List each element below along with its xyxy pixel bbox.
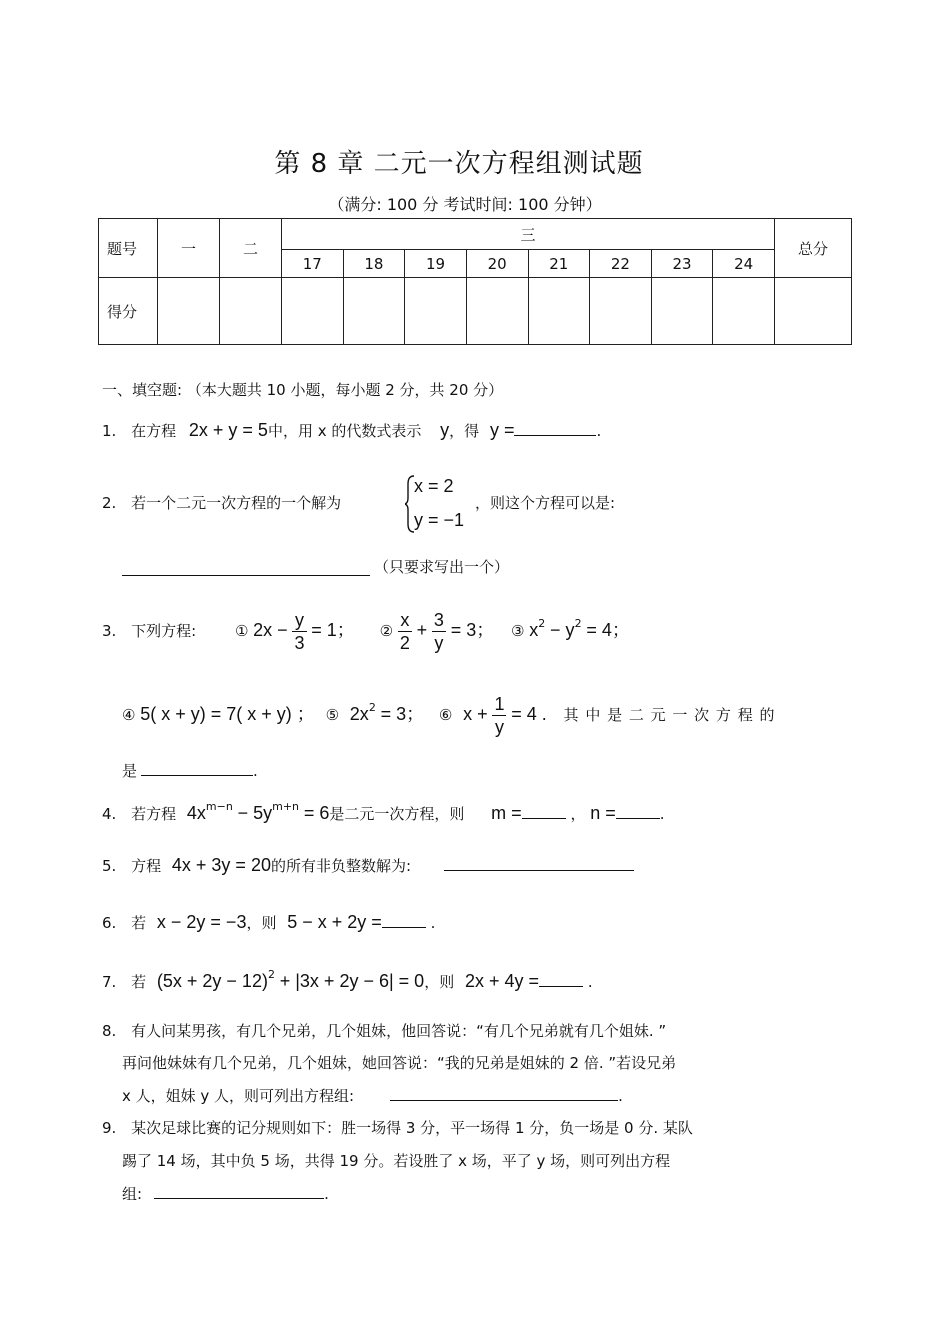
q-number: 6. [102,914,117,932]
row-label-number: 题号 [99,219,158,278]
denominator: 3 [294,633,305,653]
q-text: 是二元一次方程，则 [329,805,465,823]
col-q18: 18 [343,250,405,278]
equation: = 3； [380,704,425,724]
equation: = 1； [311,620,355,640]
question-6 [102,912,435,933]
col-q24: 24 [713,250,775,278]
choice-marker: ⑥ [438,706,453,724]
question-3-continued [122,680,775,736]
q-text: 踢了 14 场，其中负 5 场，共得 19 分。若设胜了 x 场，平了 y 场，则可列出方程 [122,1152,671,1170]
q-number: 7. [102,973,117,991]
question-3 [102,596,630,652]
q-text: 若 [131,973,147,991]
equation: 2x + 4y = [464,971,540,991]
q-text: . [253,762,258,780]
question-8 [102,1020,666,1041]
choice-marker: ⑤ [325,706,340,724]
score-cell[interactable] [343,278,405,345]
q-text: 在方程 [131,422,177,440]
score-cell[interactable] [528,278,590,345]
q-number: 1. [102,422,117,440]
answer-blank[interactable] [444,856,634,871]
col-q23: 23 [651,250,713,278]
choice-marker: ① [234,622,249,640]
score-table [98,218,852,345]
equation: − 5y [237,803,273,823]
col-q17: 17 [282,250,344,278]
answer-blank[interactable] [616,804,660,819]
equation: 2x + y = 5 [188,420,268,440]
section-heading: 一、填空题: （本大题共 10 小题，每小题 2 分，共 20 分） [102,381,504,399]
score-cell[interactable] [282,278,344,345]
q-text: . [430,914,436,932]
exponent: 2 [267,968,275,981]
q-text: 方程 [131,857,162,875]
q-number: 5. [102,857,117,875]
equation: 5 − x + 2y = [287,912,382,932]
q-text: ，则 [246,914,277,932]
system-eq-2: y = −1 [414,510,465,530]
q-text: . [618,1087,623,1105]
equation: = 3； [450,620,495,640]
col-q21: 21 [528,250,590,278]
numerator: 3 [433,610,444,630]
answer-blank[interactable] [539,972,583,987]
score-cell[interactable] [590,278,652,345]
equation: 2x [349,704,369,724]
score-cell[interactable] [405,278,467,345]
col-total: 总分 [775,219,852,278]
score-cell[interactable] [651,278,713,345]
system-eq-1: x = 2 [414,476,454,496]
exponent: 2 [368,701,376,714]
equation: 4x + 3y = 20 [171,855,271,875]
question-7 [102,968,593,992]
q-text: 中，用 x 的代数式表示 [267,422,422,440]
q-text: 若方程 [131,805,177,823]
equation: + [416,620,428,640]
equation: m = [491,803,522,823]
q-text: 某次足球比赛的记分规则如下：胜一场得 3 分，平一场得 1 分，负一场是 0 分. 某队 [131,1119,693,1137]
q-text: ， [570,805,586,823]
page-title: 第 8 章 二元一次方程组测试题 [274,149,644,179]
q-number: 8. [102,1022,117,1040]
numerator: y [292,609,306,632]
exponent: 2 [538,617,546,630]
question-2 [102,492,341,513]
q-text: ，得 [449,422,480,440]
col-part-2: 二 [220,219,282,278]
fraction [492,693,506,738]
fraction [432,609,446,654]
q-text: 有人问某男孩，有几个兄弟，几个姐妹，他回答说：“有几个兄弟就有几个姐妹. ” [131,1022,667,1040]
score-cell[interactable] [466,278,528,345]
equation: = 4 . [511,704,547,724]
answer-blank[interactable] [382,913,426,928]
col-q22: 22 [590,250,652,278]
equation: + |3x + 2y − 6| = 0 [279,971,425,991]
q-text: 若 [131,914,147,932]
equation: = 6 [303,803,330,823]
question-9-answer [122,1183,329,1204]
denominator: 2 [399,633,410,653]
answer-blank[interactable] [141,761,253,776]
equation: 2x − [253,620,288,640]
col-part-3: 三 [282,219,775,250]
answer-blank[interactable] [522,804,566,819]
denominator: y [494,717,504,737]
equation: = 4； [586,620,630,640]
equation: x [529,620,539,640]
exam-info: （满分: 100 分 考试时间: 100 分钟） [328,195,602,214]
equation: x − 2y = −3 [156,912,247,932]
question-3-answer [122,760,258,781]
q-number: 2. [102,494,117,512]
row-label-score: 得分 [99,278,158,345]
q-text: 若一个二元一次方程的一个解为 [131,494,342,512]
q-note: （只要求写出一个） [374,558,510,576]
choice-marker: ② [379,622,394,640]
q-text: . [587,973,593,991]
equation: y = [489,420,515,440]
col-q19: 19 [405,250,467,278]
answer-blank[interactable] [514,421,596,436]
equation: 4x [186,803,206,823]
q-text: . [659,805,665,823]
question-8-answer [122,1085,623,1106]
q-text: 的所有非负整数解为: [270,857,412,875]
answer-blank[interactable] [390,1086,618,1101]
exponent: m−n [205,800,233,813]
q-number: 4. [102,805,117,823]
score-cell[interactable] [220,278,282,345]
q-text: ，则这个方程可以是: [475,494,616,512]
q-text: 下列方程: [131,622,197,640]
question-5 [102,855,634,876]
fraction [398,609,412,654]
answer-blank[interactable] [154,1184,324,1199]
q-text: 组: [122,1185,143,1203]
equation: 5( x + y) = 7( x + y) ； [140,704,315,724]
q-number: 9. [102,1119,117,1137]
numerator: x [398,609,412,632]
choice-marker: ④ [122,706,136,724]
score-cell[interactable] [775,278,852,345]
answer-blank[interactable] [122,560,370,576]
equation: − y [550,620,575,640]
q-text: 是 [122,762,138,780]
numerator: 1 [494,694,505,714]
score-cell[interactable] [713,278,775,345]
q-text: . [324,1185,329,1203]
q-text: . [596,422,602,440]
col-part-1: 一 [158,219,220,278]
q-text: 再问他妹妹有几个兄弟，几个姐妹，她回答说：“我的兄弟是姐妹的 2 倍. ”若设兄弟 [122,1054,677,1072]
equation: (5x + 2y − 12) [156,971,268,991]
exponent: 2 [574,617,582,630]
question-4 [102,800,665,824]
question-1 [102,420,601,441]
choice-marker: ③ [511,622,525,640]
score-cell[interactable] [158,278,220,345]
q-text: ，则 [424,973,455,991]
fraction [292,609,306,654]
equation: x + [463,704,488,724]
variable: y [440,420,450,440]
question-9 [102,1117,693,1138]
equation: n = [590,803,616,823]
exponent: m+n [272,800,300,813]
denominator: y [434,633,444,653]
q-number: 3. [102,622,117,640]
q-text: 其 中 是 二 元 一 次 方 程 的 [563,706,776,724]
col-q20: 20 [466,250,528,278]
q-text: x 人，姐妹 y 人，则可列出方程组: [122,1087,355,1105]
